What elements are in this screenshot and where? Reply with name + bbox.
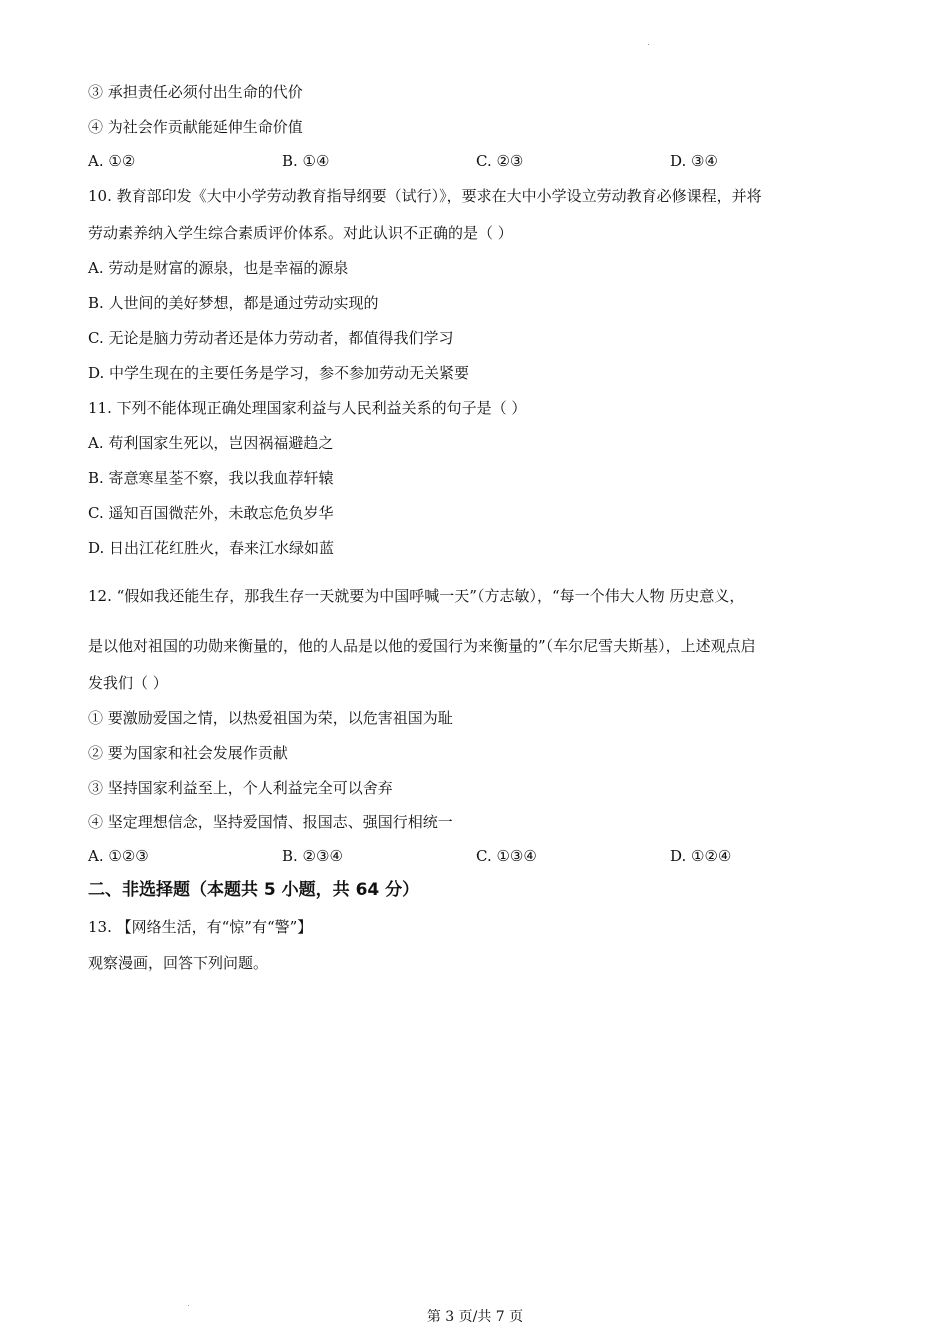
q12-stem-line-3: 发我们（ ）: [88, 674, 168, 692]
section-2-heading: 二、非选择题（本题共 5 小题，共 64 分）: [88, 880, 420, 900]
q12-option-c: C. ①③④: [476, 847, 537, 865]
q10-option-a: A. 劳动是财富的源泉，也是幸福的源泉: [88, 259, 349, 277]
q12-statement-4: ④ 坚定理想信念，坚持爱国情、报国志、强国行相统一: [88, 813, 453, 831]
q12-option-a: A. ①②③: [88, 847, 149, 865]
q9-statement-3: ③ 承担责任必须付出生命的代价: [88, 83, 303, 101]
q10-stem-line-1: 10. 教育部印发《大中小学劳动教育指导纲要（试行）》，要求在大中小学设立劳动教育必修课程，并将: [88, 187, 762, 205]
q12-statement-1: ① 要激励爱国之情，以热爱祖国为荣，以危害祖国为耻: [88, 709, 453, 727]
q9-statement-4: ④ 为社会作贡献能延伸生命价值: [88, 118, 303, 136]
q10-option-c: C. 无论是脑力劳动者还是体力劳动者，都值得我们学习: [88, 329, 454, 347]
q12-statement-2: ② 要为国家和社会发展作贡献: [88, 744, 288, 762]
q11-option-a: A. 苟利国家生死以，岂因祸福避趋之: [88, 434, 334, 452]
q13-instruction: 观察漫画，回答下列问题。: [88, 954, 269, 972]
q9-option-a: A. ①②: [88, 152, 136, 170]
q12-option-b: B. ②③④: [282, 847, 343, 865]
q12-statement-3: ③ 坚持国家利益至上，个人利益完全可以舍弃: [88, 779, 393, 797]
q10-option-d: D. 中学生现在的主要任务是学习，参不参加劳动无关紧要: [88, 364, 470, 382]
q11-option-c: C. 遥知百国微茫外，未敢忘危负岁华: [88, 504, 334, 522]
q12-stem-line-2: 是以他对祖国的功勋来衡量的，他的人品是以他的爱国行为来衡量的”（车尔尼雪夫斯基），上述观点启: [88, 637, 756, 655]
q11-stem: 11. 下列不能体现正确处理国家利益与人民利益关系的句子是（ ）: [88, 399, 527, 417]
q9-option-c: C. ②③: [476, 152, 524, 170]
q11-option-d: D. 日出江花红胜火，春来江水绿如蓝: [88, 539, 335, 557]
q9-option-d: D. ③④: [670, 152, 718, 170]
q11-option-b: B. 寄意寒星荃不察，我以我血荐轩辕: [88, 469, 334, 487]
scan-speck: [648, 44, 649, 45]
q13-title: 13. 【网络生活，有“惊”有“警”】: [88, 918, 313, 936]
q10-stem-line-2: 劳动素养纳入学生综合素质评价体系。对此认识不正确的是（ ）: [88, 224, 513, 242]
q10-option-b: B. 人世间的美好梦想，都是通过劳动实现的: [88, 294, 379, 312]
q12-option-d: D. ①②④: [670, 847, 732, 865]
page-number-footer: 第 3 页/共 7 页: [426, 1309, 524, 1325]
q9-option-b: B. ①④: [282, 152, 330, 170]
q12-stem-line-1: 12. “假如我还能生存，那我生存一天就要为中国呼喊一天”（方志敏），“每一个伟大人物 历史意义，: [88, 587, 745, 605]
